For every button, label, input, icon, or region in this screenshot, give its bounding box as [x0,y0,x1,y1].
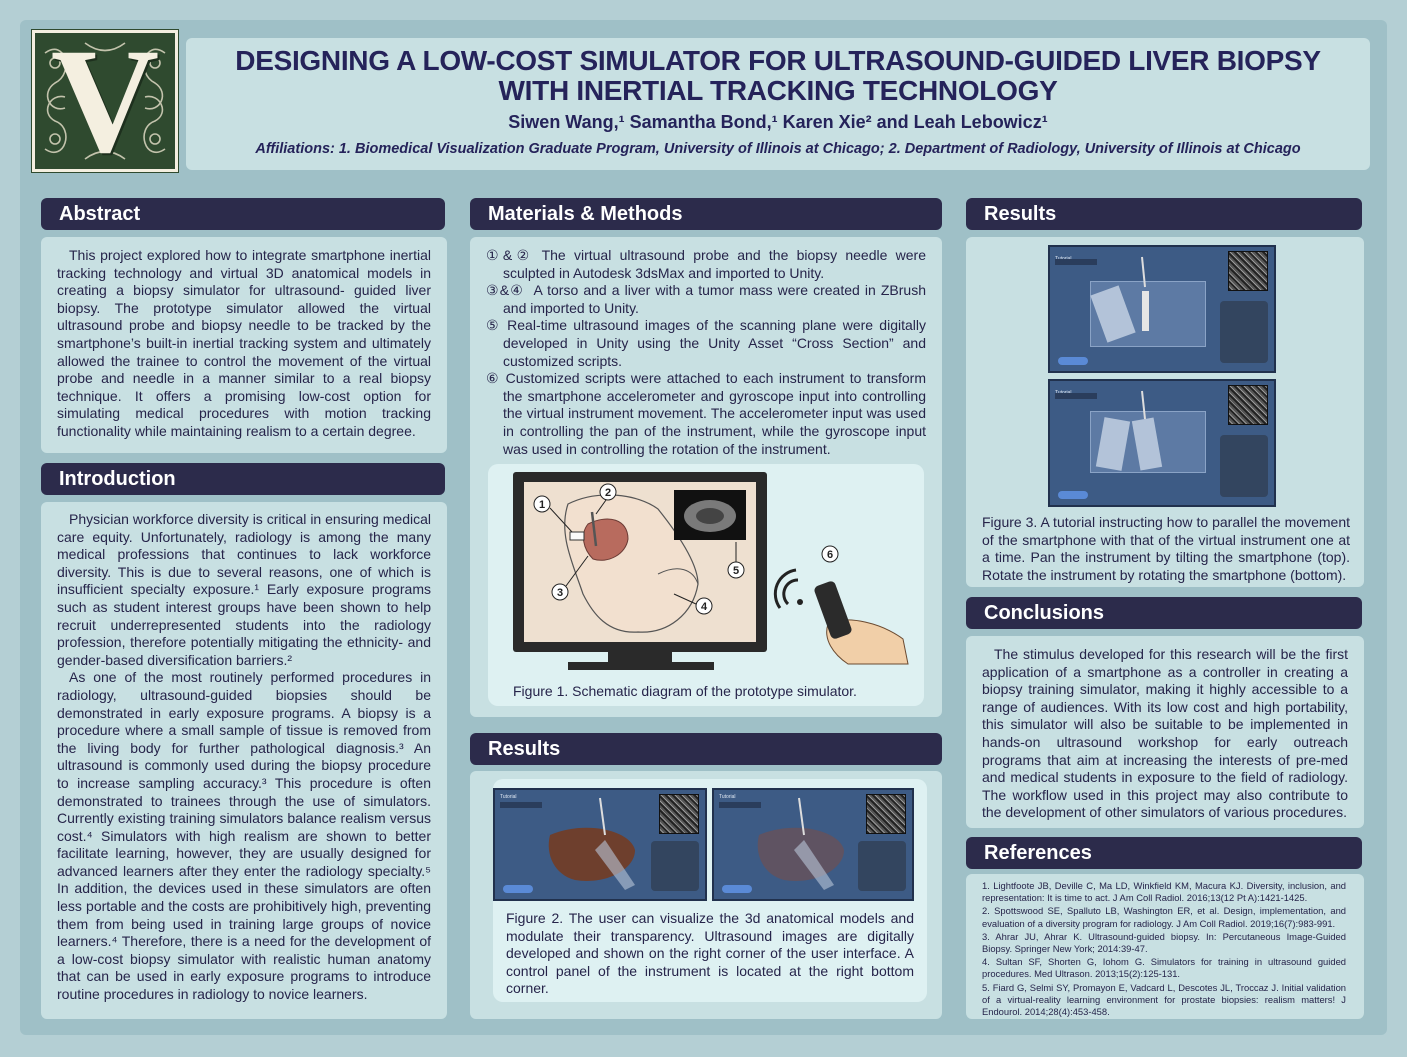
figure-label: 4 [700,601,708,613]
methods-item-marker: ③&④ [486,282,525,299]
ultrasound-thumbnail [659,794,699,834]
simulator-schematic [488,464,924,674]
methods-item-marker: ⑤ [486,317,501,334]
methods-item-text: Real-time ultrasound images of the scanning plane were digitally developed in Unity using the Unity Asset “Cross Section” and customized scripts. [503,317,926,369]
control-panel [651,841,699,891]
methods-item [486,282,926,317]
reference-item: 2. Spottswood SE, Spalluto LB, Washington ER, et al. Design, implementation, and evaluation of a diversity program for radiology. J Am Coll Radiol. 2019;16(7):983-991. [982,905,1346,929]
ultrasound-thumbnail [1228,385,1268,425]
simulator-screenshot-transparent [712,788,914,901]
hand-icon [1090,285,1135,342]
figure-1-caption: Figure 1. Schematic diagram of the prototype simulator. [513,683,857,699]
figure-label: 5 [732,565,740,577]
figure-1 [488,464,924,706]
wireless-signal-icon [775,570,798,608]
tutorial-screenshot-pan [1048,245,1276,373]
logo-letter: V [50,30,160,172]
find-needle-button [503,885,533,893]
conclusions-heading: Conclusions [966,597,1362,629]
methods-item-marker: ⑥ [486,370,501,387]
methods-list [486,247,926,458]
results-right-body [966,237,1364,587]
reference-item: 3. Ahrar JU, Ahrar K. Ultrasound-guided biopsy. In: Percutaneous Image-Guided Biopsy. Springer New York; 2014:39-47. [982,930,1346,955]
abstract-heading: Abstract [41,198,445,230]
methods-item-text: The virtual ultrasound probe and the biopsy needle were sculpted in Autodesk 3dsMax and imported to Unity. [503,247,926,281]
results-heading-right: Results [966,198,1362,230]
introduction-paragraph-2: As one of the most routinely performed procedures in radiology, ultrasound-guided biopsies should be demonstrated in early exposure programs. A biopsy is a procedure where a small sample of tissue is removed from the living body for further pathological diagnosis.³ An ultrasound is commonly used during the biopsy procedure to increase sampling accuracy.³ This procedure is often demonstrated to trainees through the use of simulators. Currently existing training simulators balance realism versus cost.⁴ Simulators with high realism are shown to better facilitate learning, however, they are usually designed for advanced learners after they enter the radiology specialty.⁵ In addition, the devices used in these simulators are often less portable and the costs are prohibitively high, preventing them from being used in training large groups of novice learners.⁴ Therefore, there is a need for the development of a low-cost biopsy simulator with realistic human anatomy that can be used in early exposure programs to introduce routine procedures in radiology to novice learners. [57,669,431,1003]
methods-item-text: A torso and a liver with a tumor mass were created in ZBrush and imported to Unity. [503,282,926,316]
figure-label: 1 [538,499,546,511]
reference-item: 5. Fiard G, Selmi SY, Promayon E, Vadcard L, Descotes JL, Troccaz J. Initial validation of a virtual-reality learning environment for prostate biopsies: realism matters! J Endourol. 2014;28(4):453-458. [982,981,1346,1018]
title-line-2: WITH INERTIAL TRACKING TECHNOLOGY [498,75,1058,106]
introduction-body [41,502,447,1019]
find-needle-button [722,885,752,893]
abstract-text: This project explored how to integrate smartphone inertial tracking technology and virtual 3D anatomical models in creating a biopsy simulator for ultrasound- guided liver biopsy. The prototype simulator allowed the virtual ultrasound probe and biopsy needle to be tracked by the smartphone’s built-in inertial tracking system and ultimately allowed the trainee to control the movement of the virtual probe and needle in a manner similar to a real biopsy technique. It offers a promising low-cost option for simulating medical procedures with motion tracking functionality while maintaining realism to a certain degree. [41,237,447,453]
figure-label: 2 [604,487,612,499]
authors: Siwen Wang,¹ Samantha Bond,¹ Karen Xie² and Leah Lebowicz¹ [508,112,1048,132]
references-heading: References [966,837,1362,869]
methods-item [486,370,926,458]
needle-model [1142,257,1145,287]
probe-model [570,532,584,540]
figure-3-caption: Figure 3. A tutorial instructing how to parallel the movement of the smartphone with that of the virtual instrument one at a time. Pan the instrument by tilting the smartphone (top). Rotate the instrument by rotating the smartphone (bottom). [982,514,1350,583]
ultrasound-thumbnail [866,794,906,834]
find-needle-button [1058,491,1088,499]
find-needle-button [1058,357,1088,365]
methods-item [486,317,926,370]
control-panel [858,841,906,891]
methods-item-marker: ①&② [486,247,534,263]
figure-label: 3 [556,587,564,599]
figure-label: 6 [826,549,834,561]
poster-title [186,46,1370,106]
smartphone-icon [813,580,853,640]
simulator-screenshot-opaque [493,788,707,901]
figure-2 [493,779,927,1002]
tutorial-screenshot-rotate [1048,379,1276,507]
title-line-1: DESIGNING A LOW-COST SIMULATOR FOR ULTRASOUND-GUIDED LIVER BIOPSY [235,45,1321,76]
reference-item: 4. Sultan SF, Shorten G, Iohom G. Simulators for training in ultrasound guided procedures. Med Ultrason. 2013;15(2):125-131. [982,956,1346,980]
figure-2-caption: Figure 2. The user can visualize the 3d anatomical models and modulate their transparency. Ultrasound images are digitally developed and shown on the right corner of the user interface. A control panel of the instrument is located at the right bottom corner. [506,910,914,997]
methods-heading: Materials & Methods [470,198,942,230]
methods-item [486,247,926,282]
control-panel [1220,301,1268,363]
hand-icon [1132,417,1162,470]
screenshot-tutorial-label: Tutorial [719,794,736,800]
reference-item: 1. Lightfoote JB, Deville C, Ma LD, Winkfield KM, Macura KJ. Diversity, inclusion, and representation: It is time to act. J Am Coll Radiol. 2016;13(12 Pt A):1421-1425. [982,880,1346,904]
results-heading-mid: Results [470,733,942,765]
references-list [966,874,1364,1019]
introduction-heading: Introduction [41,463,445,495]
hand-icon [1096,417,1130,471]
illuminated-v-logo [32,30,178,172]
conclusions-text: The stimulus developed for this research will be the first application of a smartphone as a controller in creating a biopsy training simulator, making it highly accessible to a range of audiences. With its low cost and high portability, this simulator will also be suitable to be implemented in hands-on ultrasound workshop for early outreach programs that aim at increasing the interests of pre-med and medical students in exposure to the field of radiology. The workflow used in this project may also contribute to the development of other simulators of various procedures. [966,636,1364,828]
ultrasound-thumbnail [1228,251,1268,291]
needle-model [1142,391,1145,419]
screenshot-tutorial-label: Tutorial [500,794,517,800]
affiliations: Affiliations: 1. Biomedical Visualization Graduate Program, University of Illinois at Chicago; 2. Department of Radiology, University of Illinois at Chicago [255,141,1301,157]
methods-item-text: Customized scripts were attached to each instrument to transform the smartphone accelerometer and gyroscope input into controlling the virtual instrument movement. The accelerometer input was used in controlling the pan of the instrument, while the gyroscope input was used in controlling the rotation of the instrument. [503,370,927,457]
introduction-paragraph-1: Physician workforce diversity is critical in ensuring medical care equity. Unfortunately, radiology is among the many medical professions that continues to lack workforce diversity. This is due to several reasons, one of which is insufficient specialty exposure.¹ Early exposure programs such as student interest groups have been shown to help recruit underrepresented students into the radiology profession, therefore potentially mitigating the ethnicity- and gender-based diversification barriers.² [57,511,431,668]
control-panel [1220,435,1268,497]
poster-header [186,38,1370,170]
probe-model [1142,291,1149,331]
